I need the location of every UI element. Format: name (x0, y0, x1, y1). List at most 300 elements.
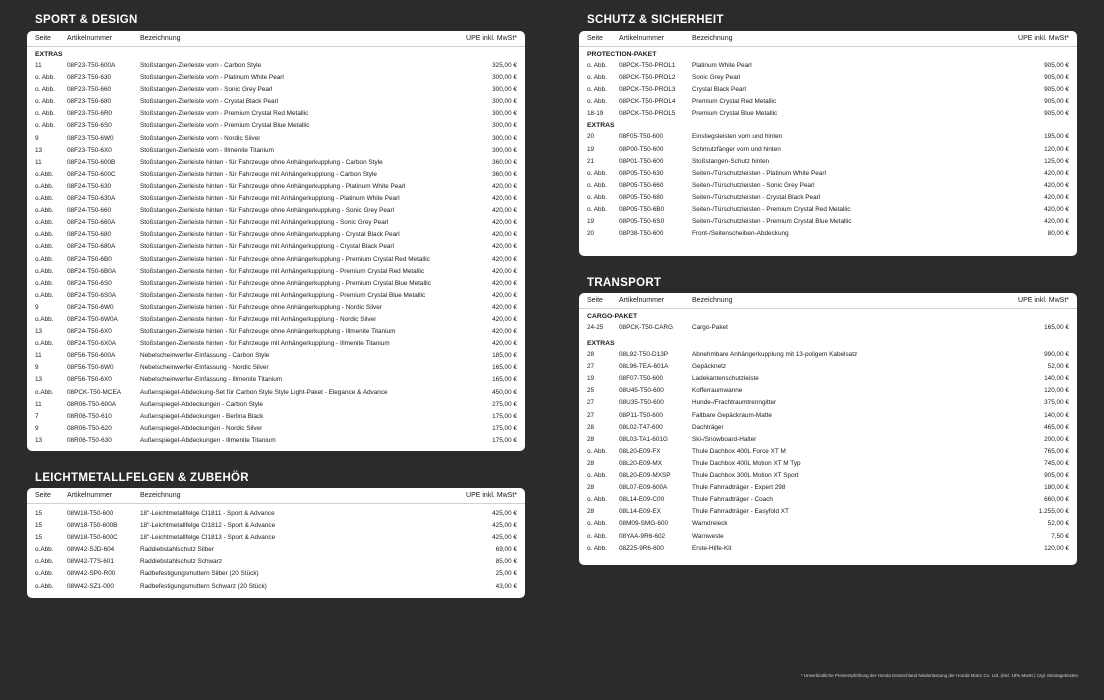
table-row (579, 470, 1077, 482)
cell-bezeichnung: Stoßstangen-Zierleiste hinten - für Fahrzeuge mit Anhängerkupplung - Nordic Silver (140, 315, 377, 323)
cell-upe: 420,00 € (492, 328, 517, 336)
cell-upe: 420,00 € (1044, 218, 1069, 226)
cell-artikel: 08PCK-T50-MCEA (67, 388, 121, 396)
table-row (579, 84, 1077, 96)
panel-schutz (579, 31, 1077, 256)
col-upe: UPE inkl. MwSt* (466, 492, 517, 499)
cell-seite: o.Abb. (35, 546, 54, 554)
cell-upe: 300,00 € (492, 146, 517, 154)
cell-artikel: 08Z25-9R6-600 (619, 544, 664, 552)
cell-upe: 425,00 € (492, 534, 517, 542)
cell-artikel: 08F56-T50-6W0 (67, 364, 114, 372)
cell-seite: 19 (587, 375, 595, 383)
cell-upe: 905,00 € (1044, 472, 1069, 480)
cell-upe: 7,50 € (1051, 532, 1069, 540)
group-label: EXTRAS (587, 122, 615, 130)
table-row (27, 84, 525, 96)
cell-seite: 15 (35, 522, 43, 530)
table-row (579, 216, 1077, 228)
cell-artikel: 08F24-T50-6W0A (67, 315, 118, 323)
table-row (27, 169, 525, 181)
cell-seite: o. Abb. (587, 532, 607, 540)
cell-artikel: 08PCK-T50-PROL2 (619, 74, 676, 82)
cell-artikel: 08F23-T50-6R0 (67, 110, 113, 118)
cell-upe: 52,00 € (1047, 520, 1069, 528)
cell-bezeichnung: Thule Dachbox 400L Force XT M (692, 447, 786, 455)
cell-artikel: 08F24-T50-680 (67, 231, 112, 239)
cell-seite: 13 (35, 436, 43, 444)
cell-seite: 11 (35, 400, 42, 408)
table-row (27, 338, 525, 350)
col-artikel: Artikelnummer (67, 35, 113, 42)
table-row (27, 314, 525, 326)
cell-artikel: 08W42-SZ1-000 (67, 582, 114, 590)
table-row (27, 205, 525, 217)
cell-upe: 165,00 € (492, 364, 517, 372)
cell-upe: 360,00 € (492, 170, 517, 178)
table-row (579, 434, 1077, 446)
cell-upe: 165,00 € (1044, 324, 1069, 331)
table-row (27, 520, 525, 532)
cell-upe: 180,00 € (1044, 484, 1069, 492)
cell-artikel: 08L03-TA1-601G (619, 435, 668, 443)
cell-seite: o.Abb. (35, 570, 54, 578)
group-label: EXTRAS (35, 51, 63, 58)
cell-artikel: 08R06-T50-630 (67, 436, 112, 444)
cell-upe: 1.255,00 € (1038, 508, 1069, 516)
cell-seite: 20 (587, 230, 595, 238)
cell-upe: 420,00 € (492, 231, 517, 239)
cell-upe: 175,00 € (492, 424, 517, 432)
cell-artikel: 08F24-T50-630A (67, 195, 116, 203)
cell-upe: 140,00 € (1044, 411, 1069, 419)
cell-artikel: 08R06-T50-620 (67, 424, 112, 432)
cell-upe: 52,00 € (1047, 363, 1069, 371)
section-title-alu: LEICHTMETALLFELGEN & ZUBEHÖR (35, 472, 249, 484)
table-row (27, 108, 525, 120)
cell-bezeichnung: Hunde-/Frachtraumtrenngitter (692, 399, 777, 407)
cell-upe: 420,00 € (492, 207, 517, 215)
cell-artikel: 08P01-T50-600 (619, 157, 664, 165)
cell-seite: 11 (35, 352, 42, 360)
cell-artikel: 08F07-T50-600 (619, 375, 664, 383)
cell-artikel: 08U45-T50-600 (619, 387, 664, 395)
cell-upe: 275,00 € (492, 400, 517, 408)
group-label: CARGO-PAKET (587, 313, 638, 320)
cell-bezeichnung: Seiten-/Türschutzleisten - Premium Crystal Blue Metallic (692, 218, 852, 226)
cell-bezeichnung: Stoßstangen-Zierleiste hinten - für Fahrzeuge mit Anhängerkupplung - Crystal Black Pearl (140, 243, 394, 251)
cell-bezeichnung: Seiten-/Türschutzleisten - Sonic Grey Pearl (692, 181, 815, 189)
cell-upe: 120,00 € (1044, 544, 1069, 552)
cell-upe: 165,00 € (492, 376, 517, 384)
cell-upe: 300,00 € (492, 98, 517, 106)
col-artikel: Artikelnummer (619, 35, 665, 42)
cell-seite: o. Abb. (35, 122, 55, 130)
table-row (27, 532, 525, 544)
cell-artikel: 08P11-T50-600 (619, 411, 663, 419)
cell-upe: 420,00 € (1044, 193, 1069, 201)
cell-bezeichnung: Seiten-/Türschutzleisten - Premium Crystal Red Metallic (692, 206, 851, 214)
table-row (27, 508, 525, 520)
table-row (27, 120, 525, 132)
cell-artikel: 08F24-T50-680A (67, 243, 116, 251)
cell-seite: 28 (587, 423, 595, 431)
table-row (579, 180, 1077, 192)
cell-artikel: 08F24-T50-660A (67, 219, 116, 227)
panel-leichtmetall (27, 488, 525, 598)
table-row (27, 217, 525, 229)
cell-upe: 420,00 € (1044, 181, 1069, 189)
cell-upe: 300,00 € (492, 122, 517, 130)
cell-seite: o. Abb. (35, 74, 55, 82)
table-header (579, 31, 1077, 47)
cell-upe: 990,00 € (1044, 351, 1069, 359)
cell-upe: 175,00 € (492, 412, 517, 420)
cell-artikel: 08P05-T50-6B0 (619, 206, 665, 214)
rows-alu (27, 508, 525, 593)
cell-upe: 420,00 € (1044, 169, 1069, 177)
cell-bezeichnung: Stoßstangen-Zierleiste hinten - für Fahrzeuge ohne Anhängerkupplung - Crystal Black Pearl (140, 231, 400, 239)
cell-bezeichnung: 18"-Leichtmetallfelge CI1811 - Sport & Advance (140, 510, 275, 517)
cell-upe: 905,00 € (1044, 74, 1069, 82)
table-row (579, 410, 1077, 422)
cell-bezeichnung: Sonic Grey Pearl (692, 74, 741, 82)
cell-seite: 24-25 (587, 324, 604, 331)
cell-artikel: 08W42-SJD-604 (67, 546, 115, 554)
col-bezeichnung: Bezeichnung (692, 297, 733, 304)
cell-upe: 175,00 € (492, 436, 517, 444)
cell-seite: o. Abb. (35, 86, 55, 94)
table-row (579, 60, 1077, 72)
cell-bezeichnung: Schmutzfänger vorn und hinten (692, 145, 781, 153)
cell-bezeichnung: Raddiebstahlschutz Schwarz (140, 558, 223, 566)
cell-upe: 420,00 € (1044, 206, 1069, 214)
cell-upe: 300,00 € (492, 74, 517, 82)
cell-seite: o.Abb. (35, 207, 54, 215)
col-artikel: Artikelnummer (67, 492, 113, 499)
table-row (27, 254, 525, 266)
cell-seite: o. Abb. (587, 98, 607, 106)
cell-artikel: 08L07-E09-600A (619, 484, 668, 492)
cell-upe: 360,00 € (492, 158, 517, 166)
cell-seite: 7 (35, 412, 39, 420)
cell-seite: o. Abb. (587, 74, 607, 82)
table-row (27, 96, 525, 108)
cell-seite: o. Abb. (587, 520, 607, 528)
cell-artikel: 08P05-T50-630 (619, 169, 664, 177)
cell-upe: 765,00 € (1044, 447, 1069, 455)
table-row (27, 544, 525, 556)
cell-upe: 300,00 € (492, 110, 517, 118)
cell-seite: o. Abb. (35, 98, 55, 106)
cell-upe: 85,00 € (495, 558, 517, 566)
cell-seite: o. Abb. (35, 110, 55, 118)
cell-bezeichnung: Radbefestigungsmuttern Silber (20 Stück) (140, 570, 259, 578)
cell-bezeichnung: Dachträger (692, 423, 724, 431)
cell-artikel: 08PCK-T50-PROL3 (619, 86, 676, 94)
table-row (27, 374, 525, 386)
table-row (579, 322, 1077, 334)
cell-seite: 13 (35, 328, 43, 336)
cell-bezeichnung: Außenspiegel-Abdeckungen - Carbon Style (140, 400, 263, 408)
table-row (27, 423, 525, 435)
table-row (579, 168, 1077, 180)
cell-bezeichnung: Thule Fahrradträger - Expert 298 (692, 484, 786, 492)
col-upe: UPE inkl. MwSt* (1018, 297, 1069, 304)
cell-seite: o. Abb. (587, 86, 607, 94)
cell-artikel: 08F24-T50-6B0 (67, 255, 112, 263)
table-row (27, 181, 525, 193)
table-row (579, 446, 1077, 458)
table-row (27, 157, 525, 169)
table-header (27, 31, 525, 47)
table-row (579, 518, 1077, 530)
rows-transport-extras (579, 349, 1077, 555)
cell-artikel: 08F23-T50-630 (67, 74, 112, 82)
cell-bezeichnung: Stoßstangen-Zierleiste hinten - für Fahrzeuge ohne Anhängerkupplung - Sonic Grey Pearl (140, 207, 394, 215)
cell-seite: 9 (35, 424, 39, 432)
cell-bezeichnung: Stoßstangen-Zierleiste hinten - für Fahrzeuge ohne Anhängerkupplung - Carbon Style (140, 158, 383, 166)
cell-bezeichnung: 18"-Leichtmetallfelge CI1812 - Sport & Advance (140, 522, 276, 530)
cell-upe: 420,00 € (492, 315, 517, 323)
cell-seite: o.Abb. (35, 558, 54, 566)
cell-artikel: 08YAA-9R6-602 (619, 532, 666, 540)
cell-upe: 425,00 € (492, 510, 517, 517)
cell-bezeichnung: Stoßstangen-Zierleiste vorn - Carbon Style (140, 62, 262, 69)
cell-seite: o. Abb. (587, 193, 607, 201)
cell-bezeichnung: Cargo-Paket (692, 324, 728, 331)
cell-upe: 465,00 € (1044, 423, 1069, 431)
cell-upe: 325,00 € (492, 62, 517, 69)
cell-seite: o.Abb. (35, 582, 54, 590)
cell-bezeichnung: Stoßstangen-Zierleiste vorn - Premium Crystal Red Metallic (140, 110, 309, 118)
section-title-sport: SPORT & DESIGN (35, 14, 138, 26)
cell-artikel: 08F24-T50-6X0 (67, 328, 112, 336)
cell-bezeichnung: Thule Dachbox 400L Motion XT M Typ (692, 459, 801, 467)
table-row (579, 361, 1077, 373)
cell-seite: 28 (587, 484, 595, 492)
cell-seite: 21 (587, 157, 595, 165)
cell-bezeichnung: Front-/Seitenscheiben-Abdeckung (692, 230, 789, 238)
cell-seite: o. Abb. (587, 169, 607, 177)
cell-upe: 185,00 € (492, 352, 517, 360)
cell-bezeichnung: Thule Fahrradträger - Easyfold XT (692, 508, 789, 516)
cell-upe: 25,00 € (495, 570, 517, 578)
cell-artikel: 08L20-E09-FX (619, 447, 661, 455)
cell-bezeichnung: Stoßstangen-Zierleiste hinten - für Fahrzeuge mit Anhängerkupplung - Premium Crystal Blue Metallic (140, 291, 426, 299)
cell-seite: o.Abb. (35, 267, 54, 275)
table-row (27, 581, 525, 593)
cell-bezeichnung: Gepäcknetz (692, 363, 727, 371)
cell-bezeichnung: Crystal Black Pearl (692, 86, 746, 94)
cell-seite: 13 (35, 376, 43, 384)
cell-bezeichnung: Stoßstangen-Zierleiste vorn - Platinum White Pearl (140, 74, 284, 82)
section-title-schutz: SCHUTZ & SICHERHEIT (587, 14, 724, 26)
table-row (579, 108, 1077, 120)
cell-bezeichnung: Stoßstangen-Zierleiste hinten - für Fahrzeuge ohne Anhängerkupplung - Premium Crystal Blue Metallic (140, 279, 431, 287)
cell-upe: 450,00 € (492, 388, 517, 396)
cell-seite: 19 (587, 218, 595, 226)
table-header (27, 488, 525, 504)
footnote: * Unverbindliche Preisempfehlung der Honda Deutschland Niederlassung der Honda Motor Co. Ltd. (inkl. 19% MwSt.) zzgl. Montagekosten (800, 673, 1078, 678)
cell-seite: 28 (587, 435, 595, 443)
table-row (579, 131, 1077, 143)
cell-upe: 140,00 € (1044, 375, 1069, 383)
cell-seite: 20 (587, 133, 595, 141)
cell-bezeichnung: Stoßstangen-Zierleiste hinten - für Fahrzeuge ohne Anhängerkupplung - Platinum White Pearl (140, 182, 406, 190)
cell-upe: 300,00 € (492, 86, 517, 94)
cell-artikel: 08R06-T50-610 (67, 412, 112, 420)
cell-upe: 375,00 € (1044, 399, 1069, 407)
cell-upe: 420,00 € (492, 255, 517, 263)
cell-seite: 13 (35, 146, 43, 154)
cell-artikel: 08P00-T50-600 (619, 145, 664, 153)
cell-bezeichnung: Stoßstangen-Zierleiste hinten - für Fahrzeuge mit Anhängerkupplung - Carbon Style (140, 170, 377, 178)
cell-seite: o.Abb. (35, 255, 54, 263)
table-row (27, 278, 525, 290)
table-row (579, 531, 1077, 543)
table-row (27, 229, 525, 241)
table-row (579, 349, 1077, 361)
table-row (579, 543, 1077, 555)
cell-artikel: 08P38-T50-600 (619, 230, 664, 238)
cell-bezeichnung: Stoßstangen-Zierleiste hinten - für Fahrzeuge mit Anhängerkupplung - Illmenite Titanium (140, 340, 390, 348)
cell-bezeichnung: Premium Crystal Red Metallic (692, 98, 777, 106)
cell-bezeichnung: Thule Dachbox 300L Motion XT Sport (692, 472, 799, 480)
cell-artikel: 08F24-T50-600C (67, 170, 116, 178)
cell-bezeichnung: Warndreieck (692, 520, 728, 528)
cell-seite: 25 (587, 387, 595, 395)
table-row (579, 373, 1077, 385)
cell-bezeichnung: Ski-/Snowboard-Halter (692, 435, 757, 443)
cell-bezeichnung: Seiten-/Türschutzleisten - Crystal Black Pearl (692, 193, 821, 201)
cell-artikel: 08R06-T50-600A (67, 400, 117, 408)
cell-seite: o.Abb. (35, 170, 54, 178)
cell-bezeichnung: Raddiebstahlschutz Silber (140, 546, 214, 554)
col-seite: Seite (35, 492, 51, 499)
table-row (579, 422, 1077, 434)
cell-bezeichnung: Stoßstangen-Zierleiste vorn - Premium Crystal Blue Metallic (140, 122, 310, 130)
cell-seite: 11 (35, 62, 42, 69)
table-row (27, 387, 525, 399)
cell-bezeichnung: Stoßstangen-Zierleiste hinten - für Fahrzeuge mit Anhängerkupplung - Platinum White Pearl (140, 195, 400, 203)
table-row (27, 133, 525, 145)
cell-seite: o.Abb. (35, 195, 54, 203)
cell-seite: 27 (587, 411, 595, 419)
cell-seite: 28 (587, 459, 595, 467)
cell-bezeichnung: Außenspiegel-Abdeckung-Set für Carbon Style Style Light-Paket - Elegance & Advance (140, 388, 388, 396)
cell-artikel: 08W18-T50-600 (67, 510, 114, 517)
cell-bezeichnung: Stoßstangen-Zierleiste hinten - für Fahrzeuge ohne Anhängerkupplung - Nordic Silver (140, 303, 382, 311)
cell-bezeichnung: Außenspiegel-Abdeckungen - Nordic Silver (140, 424, 263, 432)
cell-upe: 420,00 € (492, 267, 517, 275)
table-row (27, 145, 525, 157)
cell-artikel: 08L20-E09-MXSP (619, 472, 671, 480)
cell-artikel: 08F24-T50-6S0 (67, 279, 112, 287)
table-row (27, 72, 525, 84)
table-row (579, 228, 1077, 240)
table-row (27, 290, 525, 302)
cell-artikel: 08F24-T50-630 (67, 182, 112, 190)
cell-bezeichnung: Stoßstangen-Zierleiste vorn - Crystal Black Pearl (140, 98, 279, 106)
cell-seite: o. Abb. (587, 206, 607, 214)
cell-artikel: 08F24-T50-6X0A (67, 340, 117, 348)
cell-bezeichnung: Stoßstangen-Zierleiste vorn - Illmenite Titanium (140, 146, 274, 154)
cell-artikel: 08F23-T50-6S0 (67, 122, 112, 130)
cell-artikel: 08F24-T50-6W0 (67, 303, 114, 311)
col-seite: Seite (587, 297, 603, 304)
table-row (579, 72, 1077, 84)
cell-seite: 15 (35, 534, 43, 542)
table-row (27, 326, 525, 338)
cell-seite: o.Abb. (35, 219, 54, 227)
cell-bezeichnung: Stoßstangen-Schutz hinten (692, 157, 770, 165)
col-artikel: Artikelnummer (619, 297, 665, 304)
table-row (27, 302, 525, 314)
rows-schutz-extras (579, 131, 1077, 240)
cell-artikel: 08F24-T50-6S0A (67, 291, 117, 299)
cell-seite: 27 (587, 399, 595, 407)
table-row (27, 568, 525, 580)
table-header (579, 293, 1077, 309)
cell-upe: 420,00 € (492, 279, 517, 287)
cell-upe: 905,00 € (1044, 110, 1069, 118)
cell-upe: 425,00 € (492, 522, 517, 530)
col-seite: Seite (587, 35, 603, 42)
cell-seite: 28 (587, 351, 595, 359)
table-row (579, 156, 1077, 168)
cell-bezeichnung: Thule Fahrradträger - Coach (692, 496, 773, 504)
cell-seite: 28 (587, 508, 595, 516)
col-upe: UPE inkl. MwSt* (466, 35, 517, 42)
cell-seite: o. Abb. (587, 472, 607, 480)
cell-upe: 420,00 € (492, 291, 517, 299)
cell-bezeichnung: Stoßstangen-Zierleiste hinten - für Fahrzeuge ohne Anhängerkupplung - Premium Crystal Red Metallic (140, 255, 430, 263)
cell-seite: o.Abb. (35, 231, 54, 239)
table-row (579, 482, 1077, 494)
cell-bezeichnung: Faltbare Gepäckraum-Matte (692, 411, 772, 419)
cell-bezeichnung: Außenspiegel-Abdeckungen - Illmenite Titanium (140, 436, 276, 444)
table-row (579, 458, 1077, 470)
cell-upe: 745,00 € (1044, 459, 1069, 467)
table-row (579, 192, 1077, 204)
cell-upe: 69,00 € (495, 546, 517, 554)
cell-artikel: 08F23-T50-600A (67, 62, 116, 69)
cell-artikel: 08PCK-T50-PROL1 (619, 62, 676, 69)
cell-bezeichnung: Abnehmbare Anhängerkupplung mit 13-poligem Kabelsatz (692, 351, 858, 359)
cell-artikel: 08P05-T50-6S0 (619, 218, 665, 226)
cell-seite: o.Abb. (35, 243, 54, 251)
cell-artikel: 08P05-T50-660 (619, 181, 664, 189)
rows-schutz-protection (579, 60, 1077, 120)
table-row (579, 96, 1077, 108)
cell-seite: 15 (35, 510, 43, 517)
cell-seite: 27 (587, 363, 595, 371)
cell-bezeichnung: Seiten-/Türschutzleisten - Platinum White Pearl (692, 169, 826, 177)
cell-bezeichnung: Stoßstangen-Zierleiste vorn - Sonic Grey Pearl (140, 86, 273, 94)
col-bezeichnung: Bezeichnung (140, 35, 181, 42)
col-seite: Seite (35, 35, 51, 42)
cell-upe: 200,00 € (1044, 435, 1069, 443)
table-row (27, 399, 525, 411)
col-upe: UPE inkl. MwSt* (1018, 35, 1069, 42)
cell-seite: o. Abb. (587, 496, 607, 504)
col-bezeichnung: Bezeichnung (692, 35, 733, 42)
cell-upe: 420,00 € (492, 303, 517, 311)
cell-upe: 420,00 € (492, 243, 517, 251)
cell-upe: 120,00 € (1044, 387, 1069, 395)
panel-sport-design (27, 31, 525, 451)
